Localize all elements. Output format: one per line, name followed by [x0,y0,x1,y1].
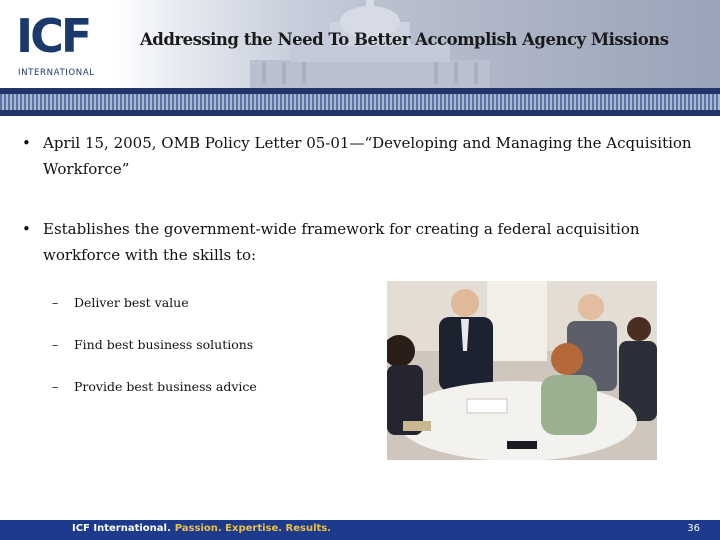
bullet-text: Establishes the government-wide framework for creating a federal acquisition workforce with the skills to: [43,220,640,264]
header-stripe-band [0,88,720,116]
bullet-text: April 15, 2005, OMB Policy Letter 05-01—“Developing and Managing the Acquisition Workforce” [43,134,692,178]
icf-logo [16,9,106,82]
sub-bullet-text: Provide best business advice [74,379,257,394]
meeting-photo [387,281,657,460]
sub-bullet-text: Deliver best value [74,295,189,310]
logo-subtext: INTERNATIONAL [18,68,95,78]
sub-bullet-item [52,336,253,354]
sub-bullet-marker: – [52,337,59,352]
sub-bullet-text: Find best business solutions [74,337,254,352]
footer-company: ICF International. [72,523,171,534]
sub-bullet-marker: – [52,379,59,394]
sub-bullet-marker: – [52,295,59,310]
bullet-marker: • [22,134,31,152]
sub-bullet-item [52,378,257,396]
footer-tagline: Passion. Expertise. Results. [174,523,332,534]
sub-bullet-item [52,294,189,312]
footer-branding [72,523,331,534]
footer-bar [0,520,720,540]
bullet-marker: • [22,220,31,238]
meeting-illustration [387,281,657,460]
logo-mark: ICF [16,9,90,63]
page-number: 36 [687,523,700,534]
slide-title: Addressing the Need To Better Accomplish Agency Missions [140,30,669,49]
header-banner [0,0,720,88]
